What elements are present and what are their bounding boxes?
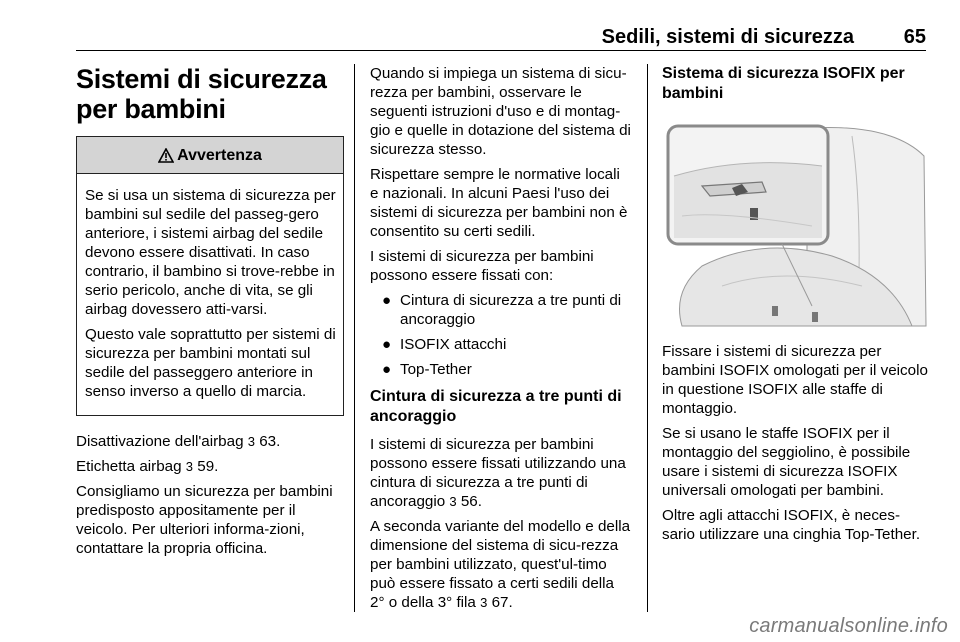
warning-triangle-icon xyxy=(158,148,174,163)
body-paragraph: Consigliamo un sicurezza per bambini predisposto appositamente per il veicolo. Per ulteriori informa-zioni, contattare la propria officina. xyxy=(76,483,333,557)
subheading: Cintura di sicurezza a tre punti di ancoraggio xyxy=(370,388,622,425)
bullet-list xyxy=(370,291,632,379)
body-paragraph: Quando si impiega un sistema di sicu-rezza per bambini, osservare le seguenti istruzioni d'uso e di montag-gio e quelle in dotazione del sistema di sicurezza stesso. xyxy=(370,65,631,158)
xref-arrow-icon: 3 xyxy=(449,494,457,509)
list-item: ● Top-Tether xyxy=(382,361,472,378)
body-paragraph: Oltre agli attacchi ISOFIX, è neces-sario utilizzare una cinghia Top-Tether. xyxy=(662,507,921,543)
body-paragraph: Se si usano le staffe ISOFIX per il montaggio del seggiolino, è possibile usare i sistemi di sicurezza ISOFIX universali omologati per bambini. xyxy=(662,425,911,499)
warning-title: Avvertenza xyxy=(177,146,262,164)
column-middle xyxy=(370,64,632,618)
warning-header xyxy=(77,137,343,174)
bullet-icon: ● xyxy=(382,361,392,378)
bullet-icon: ● xyxy=(382,292,392,309)
body-paragraph: I sistemi di sicurezza per bambini possono essere fissati utilizzando una cintura di sicurezza a tre punti di ancoraggio 3 56. xyxy=(370,436,626,510)
xref-arrow-icon: 3 xyxy=(480,595,488,610)
watermark: carmanualsonline.info xyxy=(749,615,948,637)
list-item: ● Cintura di sicurezza a tre punti di ancoraggio xyxy=(382,292,622,328)
warning-box xyxy=(76,136,344,416)
body-paragraph: Fissare i sistemi di sicurezza per bambini ISOFIX omologati per il veicolo in questione ISOFIX alle staffe di montaggio. xyxy=(662,343,928,417)
warning-paragraph: Questo vale soprattutto per sistemi di sicurezza per bambini montati sul sedile del passeggero anteriore in senso inverso a quello di marcia. xyxy=(85,326,336,400)
page-header xyxy=(76,24,926,51)
body-paragraph: Rispettare sempre le normative locali e nazionali. In alcuni Paesi l'uso dei sistemi di sicurezza per bambini non è consentito su certi sedili. xyxy=(370,166,628,240)
xref-arrow-icon: 3 xyxy=(185,459,194,474)
cross-reference[interactable]: Disattivazione dell'airbag 3 63. xyxy=(76,433,281,450)
xref-arrow-icon: 3 xyxy=(247,434,255,449)
warning-body xyxy=(77,174,343,415)
body-paragraph: I sistemi di sicurezza per bambini possono essere fissati con: xyxy=(370,248,594,284)
column-divider xyxy=(354,64,355,612)
section-title: Sistemi di sicurezza per bambini xyxy=(76,64,327,124)
column-left xyxy=(76,64,344,564)
body-paragraph: A seconda variante del modello e della dimensione del sistema di sicu-rezza per bambini utilizzato, quest'ul-timo può essere fissato a certi sedili della 2° o della 3° fila 3 67. xyxy=(370,518,631,611)
column-right xyxy=(662,64,928,550)
list-item: ● ISOFIX attacchi xyxy=(382,336,507,353)
bullet-icon: ● xyxy=(382,336,392,353)
subheading: Sistema di sicurezza ISOFIX per bambini xyxy=(662,65,905,102)
page-number: 65 xyxy=(903,26,926,48)
header-title: Sedili, sistemi di sicurezza xyxy=(601,26,854,48)
isofix-seat-illustration xyxy=(662,116,928,328)
column-divider xyxy=(647,64,648,612)
warning-paragraph: Se si usa un sistema di sicurezza per bambini sul sedile del passeg-gero anteriore, i sistemi airbag del sedile devono essere disattivati. In caso contrario, il bambino si trove-rebbe in serio pericolo, anche di vita, se gli airbag dovessero atti-varsi. xyxy=(85,187,336,318)
cross-reference[interactable]: Etichetta airbag 3 59. xyxy=(76,458,219,475)
